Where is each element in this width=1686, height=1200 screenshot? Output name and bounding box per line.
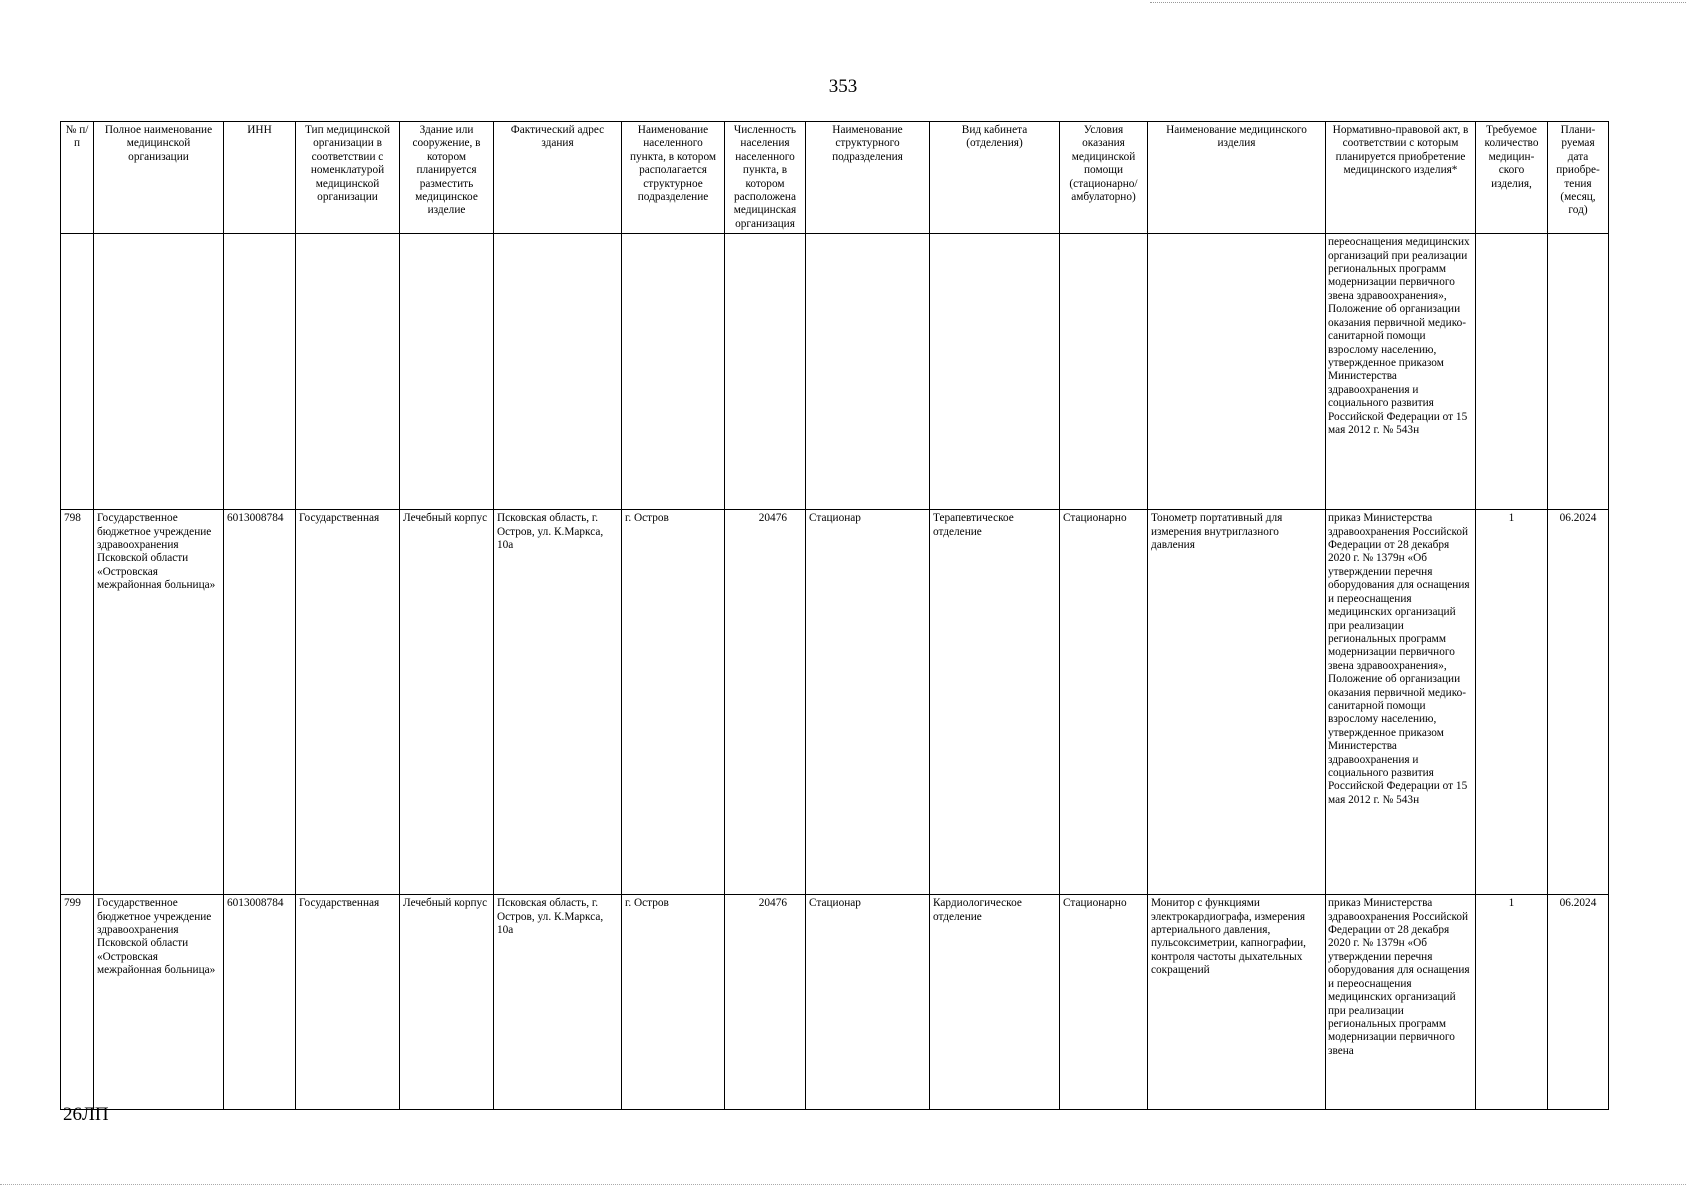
quantity-cell: 1 xyxy=(1476,510,1548,895)
population-cell: 20476 xyxy=(725,510,806,895)
row-num-cell: 799 xyxy=(61,895,94,1110)
table-row-continuation xyxy=(61,234,1609,510)
inn-cell: 6013008784 xyxy=(224,510,296,895)
header-building: Здание или сооружение, в котором планируется разместить медицинское изделие xyxy=(400,122,494,234)
header-inn: ИНН xyxy=(224,122,296,234)
header-address: Фактический адрес здания xyxy=(494,122,622,234)
cabinet-cell: Кардиологическое отделение xyxy=(930,895,1060,1110)
footer-document-code: 26ЛП xyxy=(63,1104,109,1125)
table-header-row xyxy=(61,122,1609,234)
inn-cell: 6013008784 xyxy=(224,895,296,1110)
scan-artifact-top xyxy=(1150,2,1686,3)
org-cell: Государственное бюджетное учреждение здравоохранения Псковской области «Островская межрайонная больница» xyxy=(94,510,224,895)
header-num: № п/п xyxy=(61,122,94,234)
legal-act-cell: приказ Министерства здравоохранения Российской Федерации от 28 декабря 2020 г. № 1379н «Об утверждении перечня оборудования для оснащения и переоснащения медицинских организаций при реализации региональных программ модернизации первичного звена xyxy=(1326,895,1476,1110)
header-population: Численность населения населенного пункта, в котором расположена медицинская организация xyxy=(725,122,806,234)
conditions-cell: Стационарно xyxy=(1060,510,1148,895)
building-cell: Лечебный корпус xyxy=(400,895,494,1110)
unit-cell: Стационар xyxy=(806,510,930,895)
header-type: Тип медицинской организации в соответствии с номенклатурой медицинской организации xyxy=(296,122,400,234)
date-cell: 06.2024 xyxy=(1548,895,1609,1110)
legal-act-cell: приказ Министерства здравоохранения Российской Федерации от 28 декабря 2020 г. № 1379н «Об утверждении перечня оборудования для оснащения и переоснащения медицинских организаций при реализации региональных программ модернизации первичного звена здравоохранения», Положение об организации оказания первичной медико-санитарной помощи взрослому населению, утвержденное приказом Министерства здравоохранения и социального развития Российской Федерации от 15 мая 2012 г. № 543н xyxy=(1326,510,1476,895)
table-row xyxy=(61,510,1609,895)
header-quantity: Требуемое количество медицин-ского изделия, xyxy=(1476,122,1548,234)
header-date: Плани-руемая дата приобре-тения (месяц, год) xyxy=(1548,122,1609,234)
org-cell: Государственное бюджетное учреждение здравоохранения Псковской области «Островская межрайонная больница» xyxy=(94,895,224,1110)
address-cell: Псковская область, г. Остров, ул. К.Маркса, 10а xyxy=(494,895,622,1110)
table-row xyxy=(61,895,1609,1110)
type-cell: Государственная xyxy=(296,510,400,895)
population-cell: 20476 xyxy=(725,895,806,1110)
header-device: Наименование медицинского изделия xyxy=(1148,122,1326,234)
unit-cell: Стационар xyxy=(806,895,930,1110)
header-org: Полное наименование медицинской организации xyxy=(94,122,224,234)
scan-artifact-bottom xyxy=(0,1184,1686,1185)
date-cell: 06.2024 xyxy=(1548,510,1609,895)
header-legal-act: Нормативно-правовой акт, в соответствии с которым планируется приобретение медицинского изделия* xyxy=(1326,122,1476,234)
legal-act-cell: переоснащения медицинских организаций при реализации региональных программ модернизации первичного звена здравоохранения», Положение об организации оказания первичной медико-санитарной помощи взрослому населению, утвержденное приказом Министерства здравоохранения и социального развития Российской Федерации от 15 мая 2012 г. № 543н xyxy=(1326,234,1476,510)
row-num-cell: 798 xyxy=(61,510,94,895)
header-settlement: Наименование населенного пункта, в котором располагается структурное подразделение xyxy=(622,122,725,234)
medical-equipment-table xyxy=(60,121,1609,1110)
conditions-cell: Стационарно xyxy=(1060,895,1148,1110)
header-cabinet: Вид кабинета (отделения) xyxy=(930,122,1060,234)
settlement-cell: г. Остров xyxy=(622,895,725,1110)
page-number: 353 xyxy=(828,76,858,97)
device-cell: Монитор с функциями электрокардиографа, измерения артериального давления, пульсоксиметрии, капнографии, контроля частоты дыхательных сокращений xyxy=(1148,895,1326,1110)
settlement-cell: г. Остров xyxy=(622,510,725,895)
quantity-cell: 1 xyxy=(1476,895,1548,1110)
device-cell: Тонометр портативный для измерения внутриглазного давления xyxy=(1148,510,1326,895)
building-cell: Лечебный корпус xyxy=(400,510,494,895)
header-conditions: Условия оказания медицинской помощи (стационарно/ амбулаторно) xyxy=(1060,122,1148,234)
cabinet-cell: Терапевтическое отделение xyxy=(930,510,1060,895)
header-unit: Наименование структурного подразделения xyxy=(806,122,930,234)
type-cell: Государственная xyxy=(296,895,400,1110)
address-cell: Псковская область, г. Остров, ул. К.Маркса, 10а xyxy=(494,510,622,895)
